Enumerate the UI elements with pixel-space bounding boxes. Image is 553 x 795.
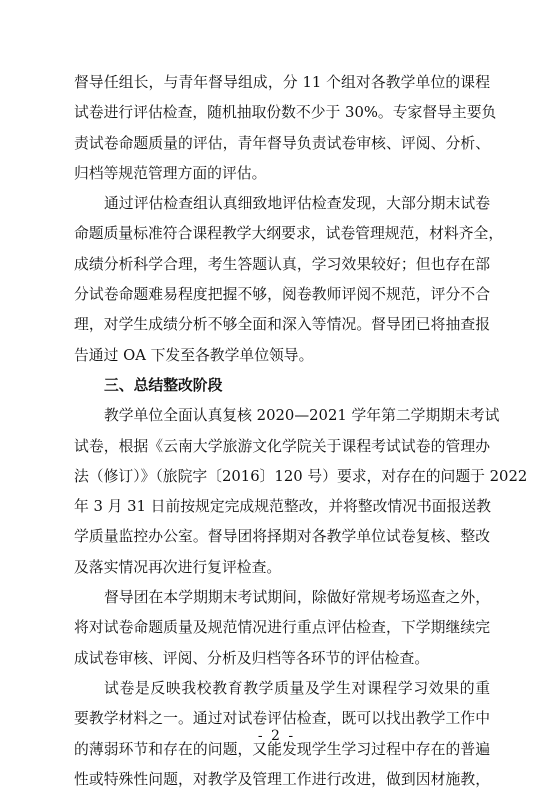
- section-heading: 三、总结整改阶段: [104, 376, 223, 394]
- page-number: - 2 -: [257, 728, 296, 744]
- paragraph-line: 性或特殊性问题，对教学及管理工作进行改进，做到因材施教，: [74, 770, 490, 788]
- document-body: [74, 68, 528, 795]
- paragraph-line: 试卷进行评估检查，随机抽取份数不少于 30%。专家督导主要负: [74, 104, 497, 122]
- paragraph-line: 理，对学生成绩分析不够全面和深入等情况。督导团已将抽查报: [74, 316, 490, 334]
- paragraph-line: 督导任组长，与青年督导组成，分 11 个组对各教学单位的课程: [74, 74, 490, 91]
- paragraph-line: 归档等规范管理方面的评估。: [74, 164, 267, 182]
- paragraph-line: 命题质量标准符合课程教学大纲要求，试卷管理规范，材料齐全，: [74, 225, 504, 243]
- paragraph-line: 试卷，根据《云南大学旅游文化学院关于课程考试试卷的管理办: [74, 437, 490, 455]
- paragraph-line: 成绩分析科学合理，考生答题认真，学习效果较好；但也存在部: [74, 255, 490, 273]
- paragraph-line: 将对试卷命题质量及规范情况进行重点评估检查，下学期继续完: [74, 619, 490, 637]
- paragraph-line: 成试卷审核、评阅、分析及归档等各环节的评估检查。: [74, 649, 430, 667]
- paragraph-first-line: 教学单位全面认真复核 2020—2021 学年第二学期期末考试: [104, 407, 500, 425]
- paragraph-line: 责试卷命题质量的评估，青年督导负责试卷审核、评阅、分析、: [74, 134, 490, 152]
- paragraph-line: 及落实情况再次进行复评检查。: [74, 558, 282, 576]
- paragraph-line: 的薄弱环节和存在的问题，又能发现学生学习过程中存在的普遍: [74, 740, 490, 758]
- paragraph-first-line: 通过评估检查组认真细致地评估检查发现，大部分期末试卷: [104, 195, 490, 213]
- paragraph-line: 法（修订）》（旅院字〔2016〕120 号）要求，对存在的问题于 2022: [74, 467, 528, 485]
- paragraph-line: 年 3 月 31 日前按规定完成规范整改，并将整改情况书面报送教: [74, 498, 491, 516]
- paragraph-line: 分试卷命题难易程度把握不够，阅卷教师评阅不规范，评分不合: [74, 286, 490, 304]
- paragraph-line: 告通过 OA 下发至各教学单位领导。: [74, 346, 314, 364]
- paragraph-line: 学质量监控办公室。督导团将择期对各教学单位试卷复核、整改: [74, 528, 490, 546]
- paragraph-line: 要教学材料之一。通过对试卷评估检查，既可以找出教学工作中: [74, 710, 490, 728]
- paragraph-first-line: 试卷是反映我校教育教学质量及学生对课程学习效果的重: [104, 679, 490, 697]
- paragraph-first-line: 督导团在本学期期末考试期间，除做好常规考场巡查之外，: [104, 589, 490, 607]
